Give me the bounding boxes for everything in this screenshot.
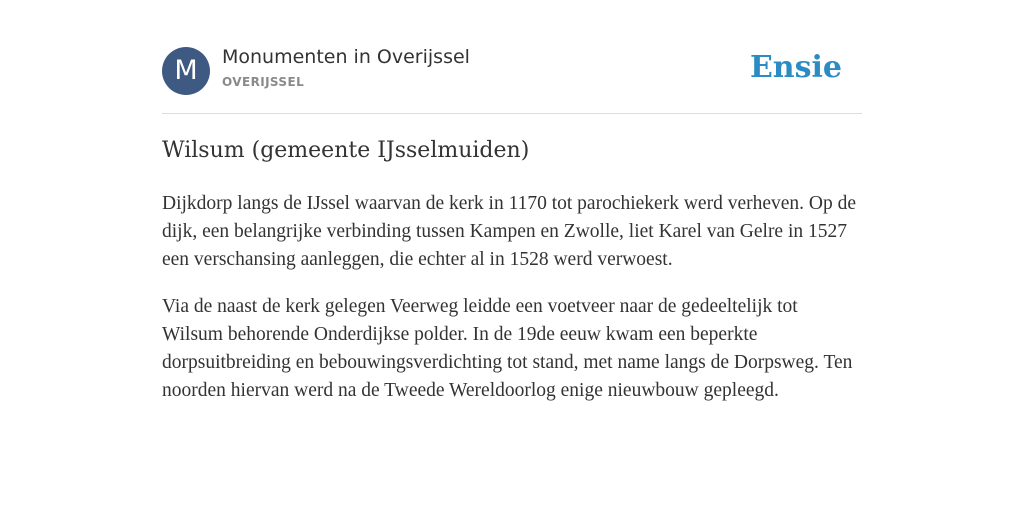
header-divider — [162, 113, 862, 114]
article-paragraph-1: Dijkdorp langs de IJssel waarvan de kerk in 1170 tot parochiekerk werd verheven. Op de dijk, een belangrijke verbinding tussen Kampen en Zwolle, liet Karel van Gelre in 1527 een verschansing aanleggen, die echter al in 1528 werd verwoest. — [162, 193, 857, 270]
article-paragraph-2: Via de naast de kerk gelegen Veerweg leidde een voetveer naar de gedeeltelijk tot Wilsum behorende Onderdijkse polder. In de 19de eeuw kwam een beperkte dorpsuitbreiding en bebouwingsverdichting tot stand, met name langs de Dorpsweg. Ten noorden hiervan werd na de Tweede Wereldoorlog enige nieuwbouw gepleegd. — [162, 296, 853, 401]
source-subtitle[interactable]: OVERIJSSEL — [222, 75, 305, 89]
source-title[interactable]: Monumenten in Overijssel — [222, 46, 470, 68]
avatar[interactable]: M — [162, 47, 210, 95]
ensie-logo[interactable]: Ensie — [749, 50, 842, 85]
article-card — [162, 0, 862, 512]
article-title: Wilsum (gemeente IJsselmuiden) — [162, 138, 530, 163]
source-header — [162, 46, 862, 96]
